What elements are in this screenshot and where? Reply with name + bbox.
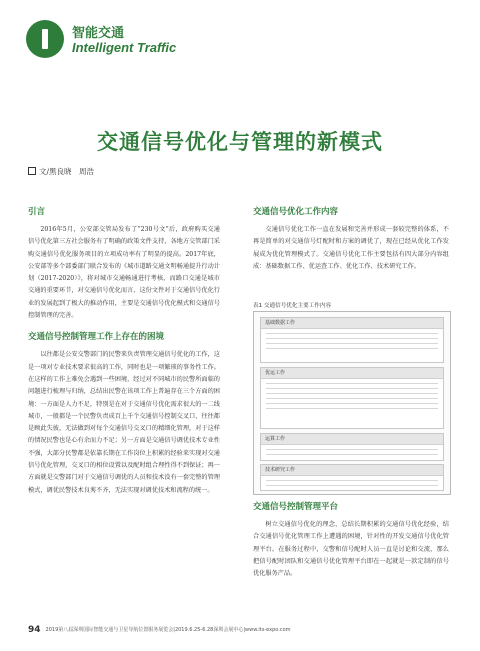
figure-box-basic-data bbox=[260, 317, 444, 363]
figure-box-title: 优运工作 bbox=[261, 368, 443, 379]
figure-box-computation bbox=[260, 433, 444, 461]
figure-caption: 表1 交通信号优化主要工作内容 bbox=[253, 303, 332, 309]
figure-box-title: 基础数据工作 bbox=[261, 318, 443, 329]
section-difficulties-heading: 交通信号控制管理工作上存在的困境 bbox=[28, 332, 165, 343]
figure-box-title: 技术研究工作 bbox=[261, 465, 443, 476]
journal-info: 2019第八届深圳国际智能交通与卫星导航位置服务展览会|2019.6.25-6.28深圳会展中心|www.its-expo.com bbox=[45, 627, 291, 633]
section-difficulties-paragraph: 以往都是公安交警部门的民警来负责管理交通信号优化的工作，这是一项对专业技术要求很高的工作，同时也是一项繁琐的事务性工作。在这样的工作上难免会遇到一些困境，经过对不同城市的民警所面临的问题进行梳理与归纳，总结出民警在该项工作上普遍存在三个方面的困境：一方面是人力不足，特别是在对于交通信号优化需求很大的一二线城市，一般都是一个民警负责成百上千个交通信号控制交叉口，往往都是顾此失彼，无法做到对每个交通信号交叉口的精细化管理，对于这样的情况民警也是心有余而力不足；另一方面是交通信号调优技术专业性不强，大部分民警都是依靠长期在工作岗位上积累的经验来实现对交通信号优化管理，交叉口的相位设置以及配时组合理性得不到保证；再一方面就是交警部门对于交通信号调优的人员和技术没有一套完整的管理模式，调优民警技术良莠不齐，无法实现对调优技术和流程的统一。 bbox=[28, 351, 220, 494]
article-authors bbox=[28, 166, 94, 177]
right-column-top bbox=[253, 207, 449, 273]
author-names: 文/黑良晓 周浩 bbox=[39, 167, 95, 176]
section-name-en: Intelligent Traffic bbox=[72, 40, 177, 55]
article-title: 交通信号优化与管理的新模式 bbox=[97, 130, 383, 154]
section-name-cn: 智能交通 bbox=[72, 26, 125, 41]
left-column bbox=[28, 207, 220, 497]
intro-heading: 引言 bbox=[28, 207, 46, 217]
intro-paragraph: 2016年5月，公安部交管局发布了“230号文”后，政府购买交通信号优化第三方社会服务有了明确的政策文件支持，各地方交管部门采购交通信号优化服务项目的立项成功率有了明显的提高。2017年底，公安部等多个部委部门联合发布的《城市道路交通文明畅通提升行动计划（2017-2020）》，将对城市交通畅通进行考核，而路口交通是城市交通的重要环节，对交通信号优化而言，这份文件对于交通信号优化行业的发展起到了极大的推动作用，主要是交通信号优化模式和交通信号控制管理的完善。 bbox=[28, 226, 220, 320]
figure-box-title: 运算工作 bbox=[261, 434, 443, 445]
work-content-figure bbox=[253, 311, 451, 495]
section-logo-icon bbox=[26, 20, 64, 58]
section-work-content-heading: 交通信号优化工作内容 bbox=[253, 207, 339, 217]
section-work-content-paragraph: 交通信号优化工作一直在发展和完善并形成一套较完整的体系，不再是简单的对交通信号灯配时和方案的调优了，现在已经从优化工作发展成为优化管理模式了。交通信号优化工作主要包括有四大部分内容组成：基础数据工作、优运查工作、优化工作、技术研究工作。 bbox=[253, 226, 449, 270]
page-number: 94 bbox=[28, 625, 41, 635]
section-platform-heading: 交通信号控制管理平台 bbox=[253, 502, 339, 512]
figure-box-research bbox=[260, 464, 444, 491]
section-platform-paragraph: 树立交通信号优化的理念，总结长期积累的交通信号优化经验，结合交通信号优化管理工作上遭遇的困境，针对性的开发交通信号优化管理平台。在服务过程中，交警和信号配时人员一直是讨论和交流，那么把信号配时团队和交通信号优化管理平台即在一起就是一款定制的信号优化服务产品。 bbox=[253, 521, 449, 578]
page-footer bbox=[28, 625, 291, 635]
right-column-bottom bbox=[253, 502, 449, 580]
figure-box-operation bbox=[260, 367, 444, 429]
author-box-icon bbox=[28, 167, 36, 175]
